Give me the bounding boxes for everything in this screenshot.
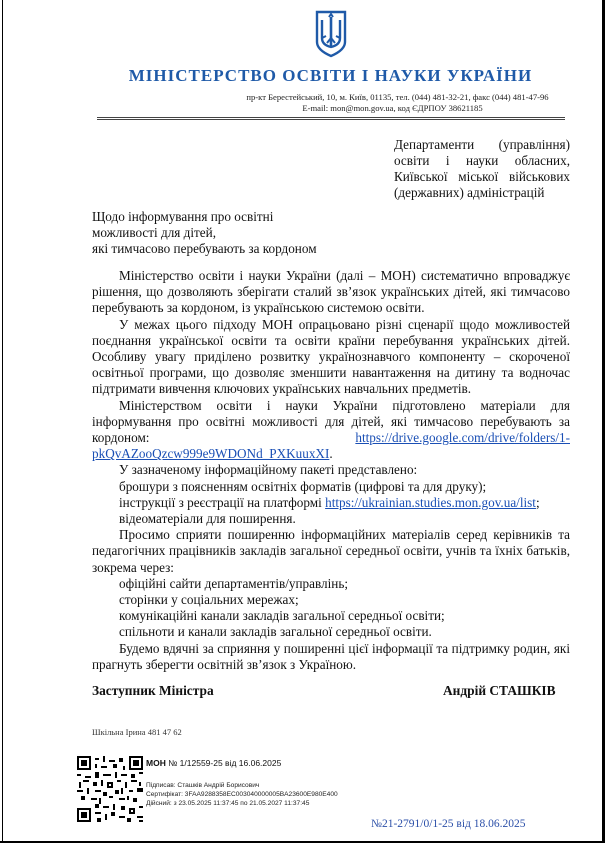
package-item: відеоматеріали для поширення.: [119, 511, 296, 527]
paragraph-approach: У межах цього підходу МОН опрацьовано різні сценарії щодо можливостей поєднання української освіти та освіти країни перебування українських дітей. Особливу увагу приділено розвитку українознавчого компоненту – скороченої освітньої програми, що дозволяє зменшити навантаження на дитину та водночас підтримати вивчення ключових українських навчальних предметів.: [92, 316, 570, 397]
channel-item: спільноти и канали закладів загальної середньої освіти.: [119, 624, 432, 640]
qr-code-icon: [77, 756, 143, 822]
materials-text: Міністерством освіти і науки України підготовлено матеріали для інформування про освітні можливості для дітей, які тимчасово перебувають за кордоном:: [92, 397, 570, 446]
document-number-text: № 1/12559-25 від 16.06.2025: [165, 758, 282, 768]
recipient-line: освіти і науки обласних,: [394, 153, 570, 168]
subject-line: які тимчасово перебувають за кордоном: [92, 241, 317, 257]
ministry-name: МІНІСТЕРСТВО ОСВІТИ І НАУКИ УКРАЇНИ: [128, 66, 533, 85]
drive-folder-link[interactable]: https://drive.google.com/drive/folders/1-pkQvAZooQzcw999e9WDONd_PXKuuxXI: [92, 430, 570, 462]
signer-name: Андрій СТАШКІВ: [443, 683, 556, 698]
package-item: інструкції з реєстрації на платформі https://ukrainian.studies.mon.gov.ua/list;: [119, 494, 540, 510]
recipient-block: [394, 137, 570, 201]
certificate-id: Сертифікат: 3FAA9288358EC003040000005BA23600E980E400: [146, 791, 338, 798]
recipient-line: (державних) адміністрацій: [394, 185, 545, 200]
header-rule-top: [97, 117, 565, 118]
document-label: МОН: [146, 758, 166, 768]
ministry-address: пр-кт Берестейський, 10, м. Київ, 01135, тел. (044) 481-32-21, факс (044) 481-47-96: [246, 92, 549, 102]
page-border-left: [2, 0, 3, 843]
channel-item: офіційні сайти департаментів/управлінь;: [119, 575, 349, 591]
subject-line: Щодо інформування про освітні: [92, 209, 274, 224]
e-signature-info: [146, 781, 338, 808]
package-item-text: інструкції з реєстрації на платформі: [119, 494, 322, 510]
signed-by: Підписав: Сташків Андрій Борисович: [146, 782, 260, 789]
paragraph-request: Просимо сприяти поширенню інформаційних матеріалів серед керівників та педагогічних працівників закладів загальної середньої освіти, учнів та їхніх батьків, зокрема через:: [92, 527, 570, 575]
ministry-contacts: E-mail: mon@mon.gov.ua, код ЄДРПОУ 38621185: [302, 103, 483, 113]
recipient-line: Департаменти (управління): [394, 137, 570, 152]
paragraph-closing: Будемо вдячні за сприяння у поширенні цієї інформації та підтримку родин, які прагнуть зберегти освітній зв’язок з Україною.: [92, 640, 570, 672]
document-number: [146, 758, 281, 768]
platform-link[interactable]: https://ukrainian.studies.mon.gov.ua/list: [325, 494, 536, 510]
subject-block: [92, 209, 317, 258]
certificate-validity: Дійсний: з 23.05.2025 11:37:45 по 21.05.2027 11:37:45: [146, 800, 310, 807]
header-rule-bottom: [97, 119, 565, 120]
signer-title: Заступник Міністра: [92, 683, 214, 698]
paragraph-package-intro: У зазначеному інформаційному пакеті представлено:: [119, 462, 418, 478]
package-item: брошури з поясненням освітніх форматів (цифрові та для друку);: [119, 478, 487, 494]
paragraph-intro: Міністерство освіти і науки України (далі – МОН) систематично впроваджує рішення, що дозволяють зберігати сталий зв’язок українських дітей, які тимчасово перебувають за кордоном, із українською системою освіти.: [92, 268, 570, 316]
trident-icon: [314, 10, 348, 58]
channel-item: сторінки у соціальних мережах;: [119, 592, 299, 608]
paragraph-materials: Міністерством освіти і науки України підготовлено матеріали для інформування про освітні можливості для дітей, які тимчасово перебувають за кордоном: https://drive.google.com/drive/folders/1-pkQvAZooQzcw999e9WDONd_PXKuuxXI.: [92, 397, 570, 462]
subject-line: можливості для дітей,: [92, 225, 216, 241]
executor-contact: Шкільна Ірина 481 47 62: [92, 727, 182, 737]
recipient-line: Київської міської військових: [394, 169, 570, 184]
channel-item: комунікаційні канали закладів загальної середньої освіти;: [119, 608, 445, 624]
letter-body: [92, 268, 570, 673]
registration-stamp: №21-2791/0/1-25 від 18.06.2025: [371, 818, 526, 830]
